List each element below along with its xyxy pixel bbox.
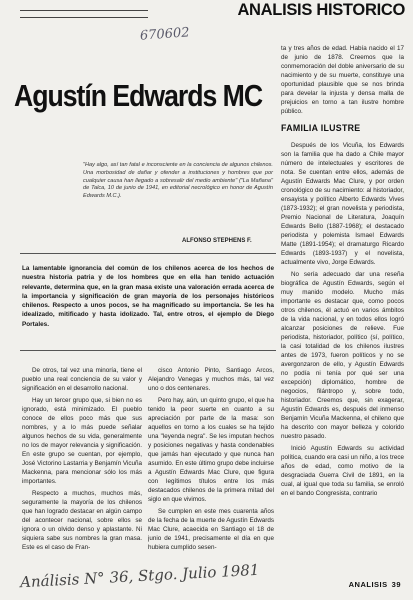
article-title: Agustín Edwards MC bbox=[14, 78, 263, 113]
body-paragraph: De otros, tal vez una minoría, tiene el pueblo una real conciencia de su valor y significación en el desarrollo nacional. bbox=[22, 367, 142, 392]
body-paragraph: cisco Antonio Pinto, Santiago Arcos, Alejandro Venegas y muchos más, tal vez uno o dos centenares. bbox=[148, 367, 274, 392]
magazine-name: ANALISIS bbox=[348, 580, 388, 589]
epigraph-quote: "Hay algo, así tan fatal e inconsciente en la conciencia de algunos chilenos. Una morbosidad de dañar y ofender a instituciones y hombres que por cualquier causa han llegado a sobresalir del medio ambiente" ("La Mañana" de Talca, 10 de junio de 1941, en editorial necrológico en honor de Agustín Edwards M.C.). bbox=[83, 162, 273, 200]
body-column-3 bbox=[281, 44, 404, 569]
body-paragraph: Se cumplen en este mes cuarenta años de la fecha de la muerte de Agustín Edwards Mac Clure, acaecida en Santiago el 18 de junio de 1941, precisamente el día en que hubiera cumplido sesen- bbox=[148, 508, 274, 551]
body-column-2 bbox=[148, 366, 274, 576]
section-label: ANALISIS HISTORICO bbox=[237, 1, 405, 19]
page-footer bbox=[349, 580, 401, 589]
body-paragraph: Respecto a muchos, muchos más, seguramente la mayoría de los chilenos que han logrado destacar en algún campo del acontecer nacional, sobre ellos se ignora o un olvido denso y aplastante. Ni siquiera sabe sus nombres la gran masa. Este es el caso de Fran- bbox=[22, 490, 142, 551]
body-paragraph: Después de los Vicuña, los Edwards son la familia que ha dado a Chile mayor número de intelectuales y escritores de nota. Se cuentan entre ellos, además de Agustín Edwards Mac Clure, y por orden cronológico de su nacimiento: al historiador, ensayista y político Alberto Edwards Vives (1873-1932); el gran novelista y periodista, Premio Nacional de Literatura, Joaquín Edwards Bello (1887-1968); el destacado periodista y polemista Ismael Edwards Matte (1891-1954); el dramaturgo Ricardo Edwards (1893-1937) y el novelista, actualmente vivo, Jorge Edwards. bbox=[281, 141, 404, 266]
section-subheading: FAMILIA ILUSTRE bbox=[281, 123, 361, 133]
handwritten-catalog-number: 670602 bbox=[139, 25, 191, 44]
body-paragraph: Hay un tercer grupo que, si bien no es ignorado, está minimizado. El pueblo conoce de ellos poco más que sus nombres, y a lo más puede señalar algunos hechos de su vida, generalmente no los de mayor relevancia y significación. En este grupo se cuentan, por ejemplo, José Victorino Lastarria y Benjamín Vicuña Mackenna, para mencionar sólo los más importantes. bbox=[22, 397, 142, 485]
lead-paragraph: La lamentable ignorancia del común de los chilenos acerca de los hechos de nuestra historia patria y de los hombres que en ella han tenido actuación relevante, determina que, en la gran masa existe una valoración errada acerca de la importancia y significación de gran mayoría de los personajes históricos chilenos. Respecto a unos pocos, se ha magnificado su importancia. Se les ha idealizado, mitificado y hasta idolizado. Tal, entre otros, el ejemplo de Diego Portales. bbox=[22, 265, 274, 328]
article-author: ALFONSO STEPHENS F. bbox=[182, 238, 252, 244]
body-column-1 bbox=[22, 366, 142, 590]
divider-rule bbox=[20, 350, 276, 351]
divider-rule bbox=[20, 253, 276, 254]
body-paragraph: Inició Agustín Edwards su actividad política, cuando era casi un niño, a los trece años de edad, como motivo de la desgraciada Guerra Civil de 1891, en la cual, al igual que toda su familia, se enroló en el bando Congresista, contrario bbox=[281, 444, 404, 497]
header-rule bbox=[20, 10, 148, 11]
body-paragraph: ta y tres años de edad. Había nacido el 17 de junio de 1878. Creemos que la conmemoración del doble aniversario de su nacimiento y de su muerte, constituye una oportunidad plausible que se nos brinda para develar la injusta y densa malla de prejuicios en torno a tan ilustre hombre público. bbox=[281, 45, 404, 115]
body-paragraph: No sería adecuado dar una reseña biográfica de Agustín Edwards, según el muy manido modelo. Mucho más importante es destacar que, como pocos otros chilenos, él actuó en varios ámbitos de la vida nacional, y en todos ellos logró alcanzar posiciones de relieve. Fue periodista, historiador, político (sí, político, la casi totalidad de los chilenos ilustres antes de 1973, fueron políticos y no se avergonzaron de ello, y Agustín Edwards no podía ni tenía por qué ser una excepción) diplomático, hombre de negocios, filántropo y, sobre todo, historiador. Creemos que, sin exagerar, Agustín Edwards es, después del inmenso Benjamín Vicuña Mackenna, el chileno que ha descrito con mayor belleza y colorido nuestro pasado. bbox=[281, 270, 404, 440]
header-rule-secondary bbox=[20, 17, 148, 18]
page-number: 39 bbox=[391, 580, 401, 589]
body-paragraph: Pero hay, aún, un quinto grupo, el que ha tenido la peor suerte en cuanto a su apreciación por parte de la masa: son aquellos en torno a los cuales se ha tejido una "leyenda negra". Se les imputan hechos y posiciones negativas y hasta condenables que jamás han ejecutado y que nunca han asumido. En este último grupo debe incluirse a Agustín Edwards Mac Clure, que figura con legítimos títulos entre los más destacados chilenos de la primera mitad del siglo en que vivimos. bbox=[148, 397, 274, 503]
handwritten-citation: Análisis N° 36, Stgo. Julio 1981 bbox=[19, 560, 260, 592]
